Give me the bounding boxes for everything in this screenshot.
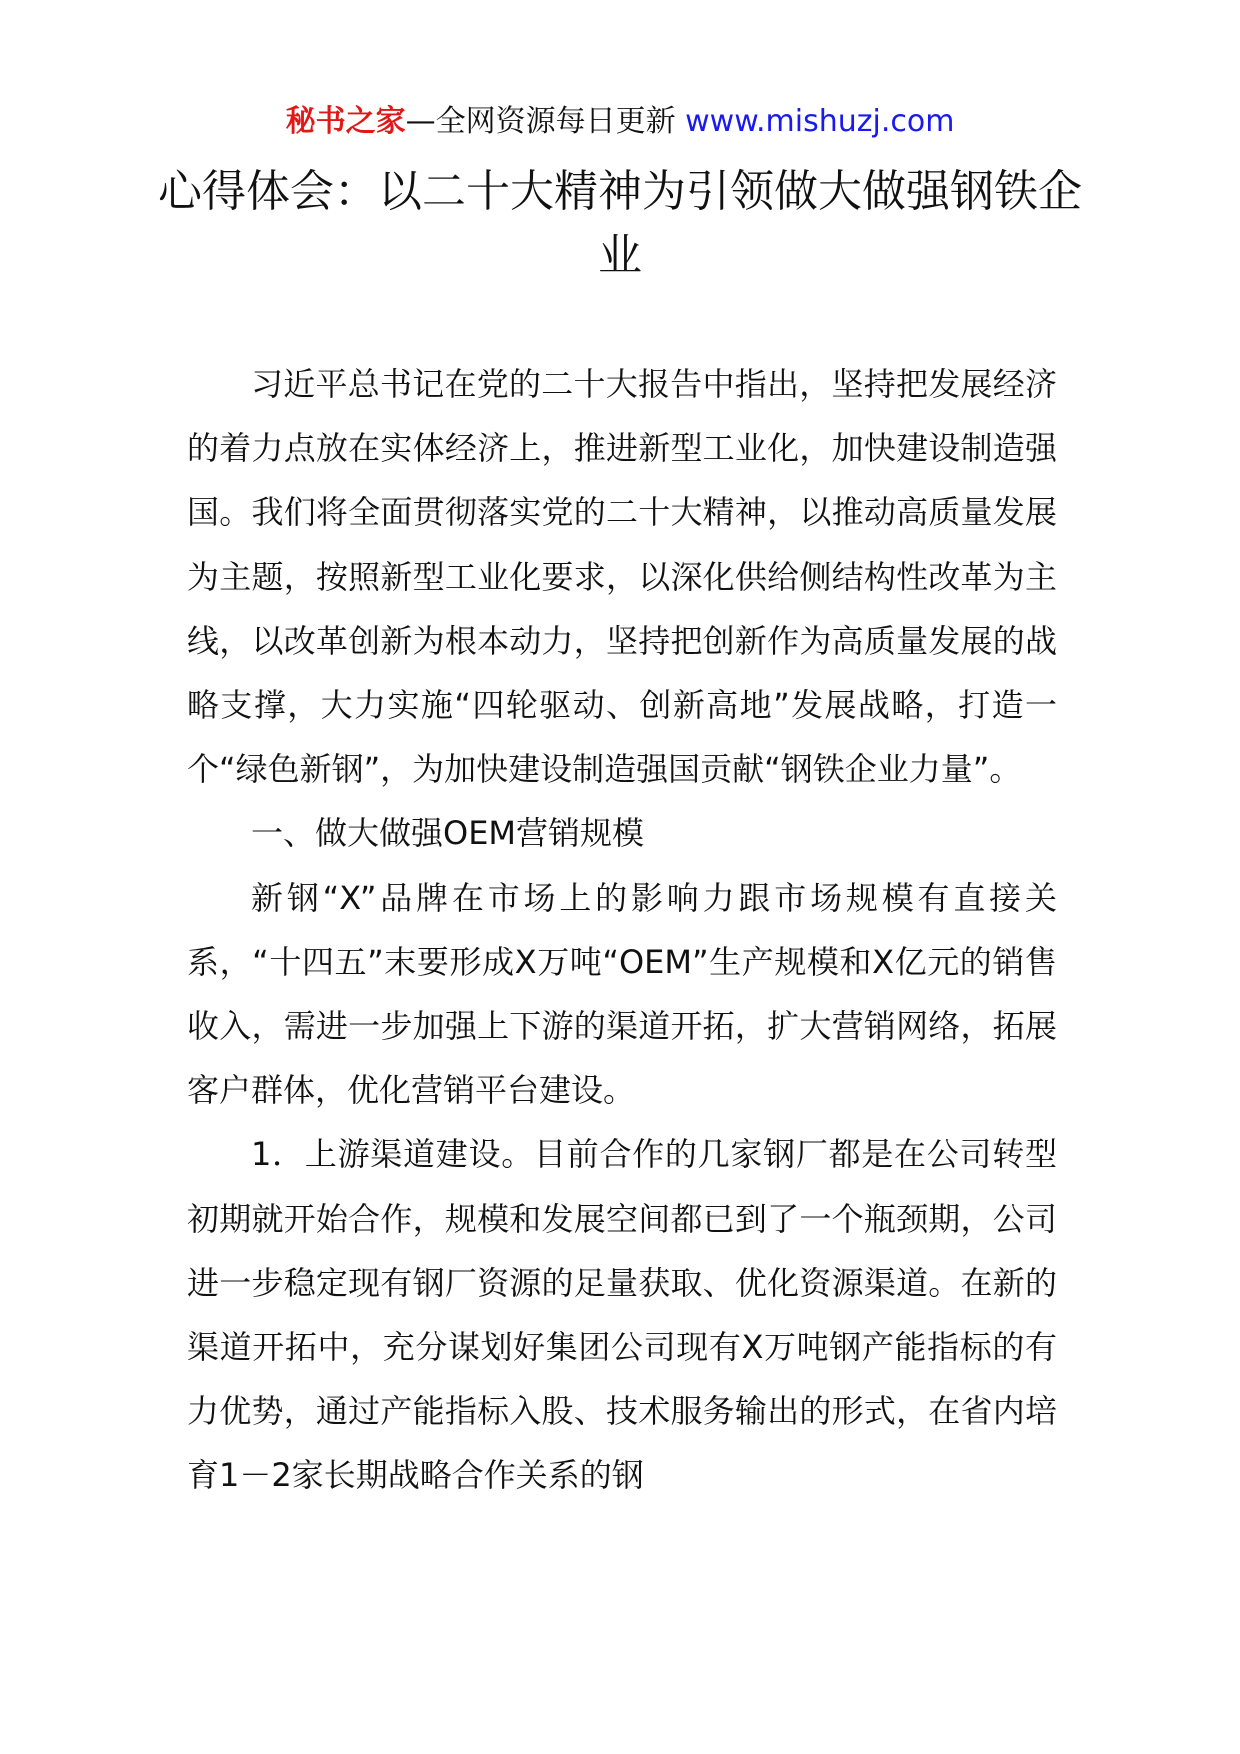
- document-body: [187, 352, 1057, 1508]
- brand-name: 秘书之家: [285, 104, 406, 139]
- paragraph-section-intro: 新钢“X”品牌在市场上的影响力跟市场规模有直接关系，“十四五”末要形成X万吨“OEM”生产规模和X亿元的销售收入，需进一步加强上下游的渠道开拓，扩大营销网络，拓展客户群体，优化营销平台建设。: [187, 878, 1057, 1110]
- paragraph-intro: 习近平总书记在党的二十大报告中指出，坚持把发展经济的着力点放在实体经济上，推进新型工业化，加快建设制造强国。我们将全面贯彻落实党的二十大精神，以推动高质量发展为主题，按照新型工业化要求，以深化供给侧结构性改革为主线，以改革创新为根本动力，坚持把创新作为高质量发展的战略支撑，大力实施“四轮驱动、创新高地”发展战略，打造一个“绿色新钢”，为加快建设制造强国贡献“钢铁企业力量”。: [187, 365, 1057, 789]
- document-title: 心得体会：以二十大精神为引领做大做强钢铁企业: [158, 166, 1082, 281]
- section-heading: 一、做大做强OEM营销规模: [251, 814, 645, 853]
- paragraph-upstream-channel: 1．上游渠道建设。目前合作的几家钢厂都是在公司转型初期就开始合作，规模和发展空间都已到了一个瓶颈期，公司进一步稳定现有钢厂资源的足量获取、优化资源渠道。在新的渠道开拓中，充分谋划好集团公司现有X万吨钢产能指标的有力优势，通过产能指标入股、技术服务输出的形式，在省内培育1－2家长期战略合作关系的钢: [187, 1135, 1057, 1495]
- site-url-link[interactable]: www.mishuzj.com: [685, 104, 955, 139]
- site-header: [0, 102, 1240, 142]
- header-tagline: —全网资源每日更新: [405, 104, 676, 139]
